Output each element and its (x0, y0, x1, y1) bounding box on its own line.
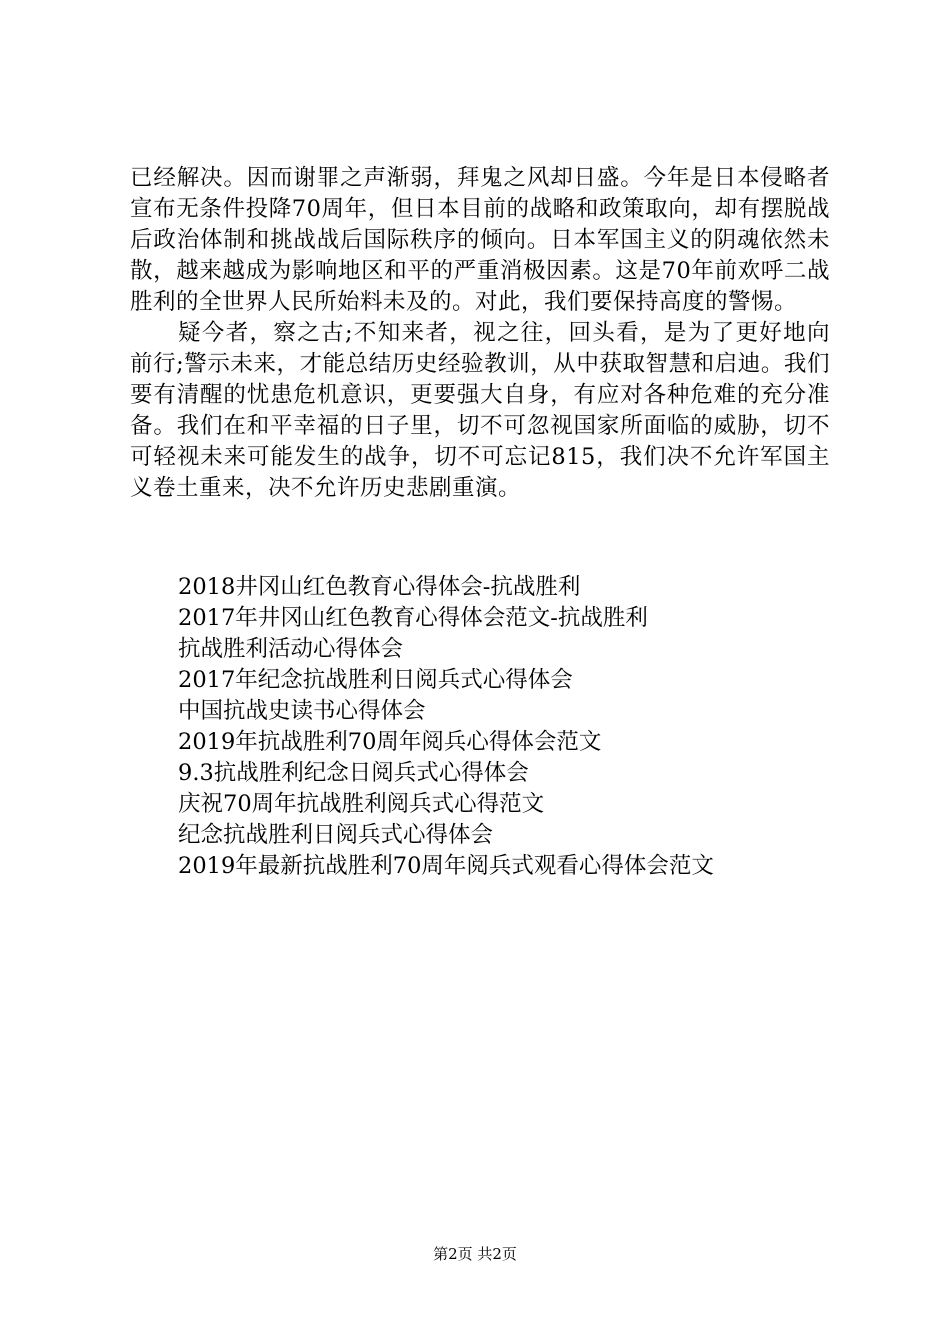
page-number-footer: 第2页 共2页 (433, 1245, 517, 1263)
document-body (130, 163, 830, 504)
related-article-link[interactable]: 2018井冈山红色教育心得体会-抗战胜利 (178, 574, 581, 600)
related-article-link[interactable]: 2017年井冈山红色教育心得体会范文-抗战胜利 (178, 605, 648, 631)
related-article-link[interactable]: 9.3抗战胜利纪念日阅兵式心得体会 (178, 760, 529, 786)
paragraph-continuation: 已经解决。因而谢罪之声渐弱，拜鬼之风却日盛。今年是日本侵略者宣布无条件投降70周年，但日本目前的战略和政策取向，却有摆脱战后政治体制和挑战战后国际秩序的倾向。日本军国主义的阴魂依然未散，越来越成为影响地区和平的严重消极因素。这是70年前欢呼二战胜利的全世界人民所始料未及的。对此，我们要保持高度的警惕。 (130, 165, 830, 315)
related-article-link[interactable]: 中国抗战史读书心得体会 (178, 698, 426, 724)
related-article-link[interactable]: 纪念抗战胜利日阅兵式心得体会 (178, 822, 494, 848)
related-article-link[interactable]: 庆祝70周年抗战胜利阅兵式心得范文 (178, 791, 545, 817)
related-article-link[interactable]: 2017年纪念抗战胜利日阅兵式心得体会 (178, 667, 573, 693)
related-article-link[interactable]: 2019年抗战胜利70周年阅兵心得体会范文 (178, 729, 602, 755)
related-article-link[interactable]: 抗战胜利活动心得体会 (178, 636, 404, 662)
related-article-link[interactable]: 2019年最新抗战胜利70周年阅兵式观看心得体会范文 (178, 853, 714, 879)
related-articles-list (178, 572, 838, 882)
paragraph-reflection: 疑今者，察之古;不知来者，视之往，回头看，是为了更好地向前行;警示未来，才能总结历史经验教训，从中获取智慧和启迪。我们要有清醒的忧患危机意识，更要强大自身，有应对各种危难的充分准备。我们在和平幸福的日子里，切不可忽视国家所面临的威胁，切不可轻视未来可能发生的战争，切不可忘记815，我们决不允许军国主义卷土重来，决不允许历史悲剧重演。 (130, 320, 830, 501)
